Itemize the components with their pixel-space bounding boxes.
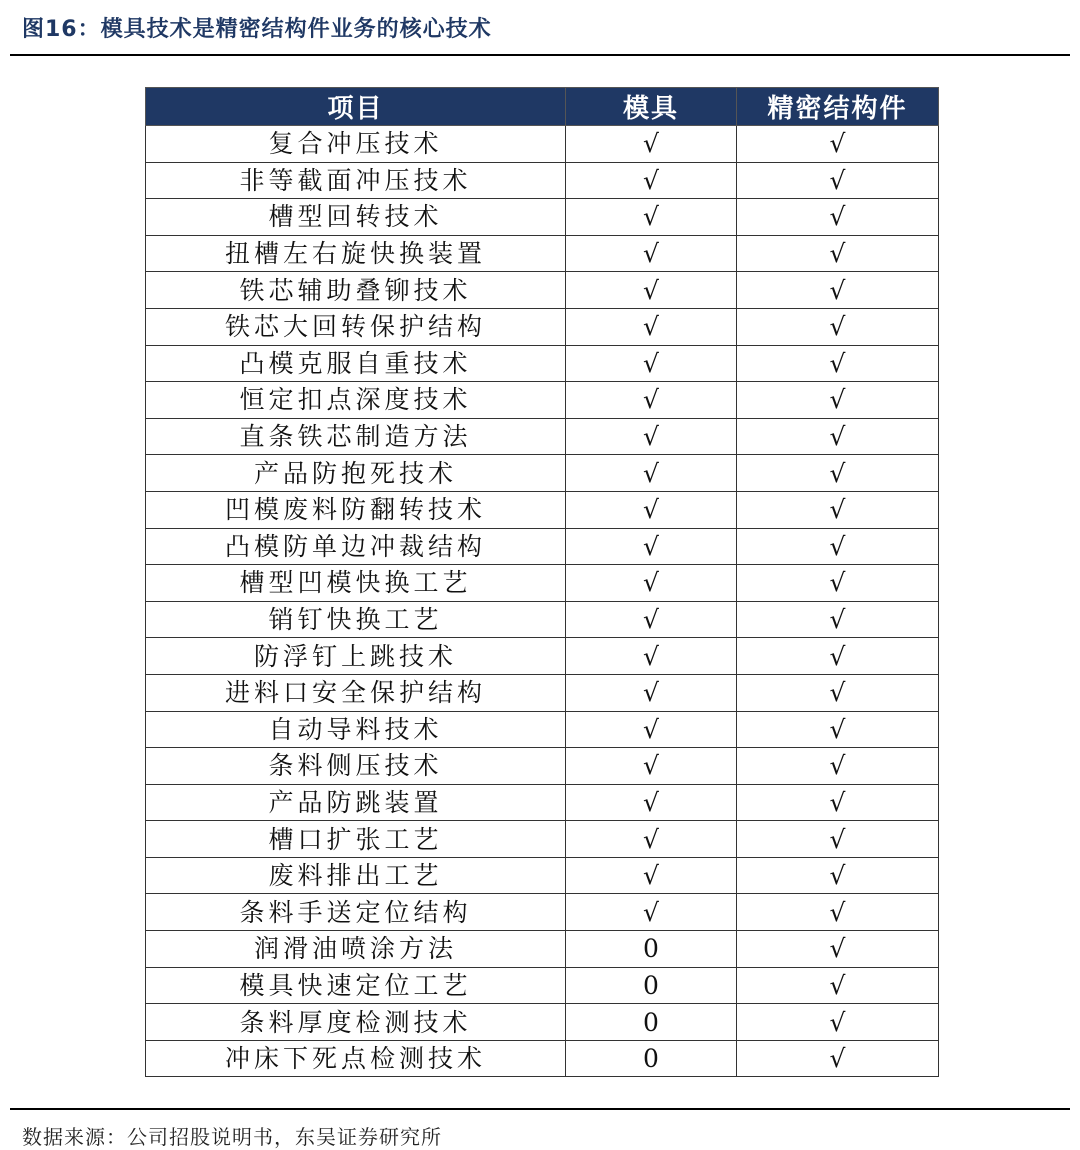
row-precision-parts-cell: √: [737, 308, 939, 345]
top-divider: [10, 54, 1070, 56]
row-item-cell: 恒定扣点深度技术: [146, 382, 566, 419]
row-mold-cell: √: [566, 748, 737, 785]
row-item-cell: 自动导料技术: [146, 711, 566, 748]
table-row: [146, 748, 939, 785]
row-precision-parts-cell: √: [737, 126, 939, 163]
row-item-cell: 冲床下死点检测技术: [146, 1040, 566, 1077]
table-row: [146, 711, 939, 748]
row-precision-parts-cell: √: [737, 345, 939, 382]
data-source-note: 数据来源：公司招股说明书，东吴证券研究所: [22, 1125, 442, 1149]
row-mold-cell: √: [566, 565, 737, 602]
row-precision-parts-cell: √: [737, 638, 939, 675]
table-row: [146, 308, 939, 345]
table-row: [146, 199, 939, 236]
row-mold-cell: √: [566, 894, 737, 931]
table-row: [146, 894, 939, 931]
row-precision-parts-cell: √: [737, 1004, 939, 1041]
table-row: [146, 638, 939, 675]
row-item-cell: 复合冲压技术: [146, 126, 566, 163]
row-item-cell: 销钉快换工艺: [146, 601, 566, 638]
bottom-divider: [10, 1108, 1070, 1110]
row-item-cell: 直条铁芯制造方法: [146, 418, 566, 455]
table-row: [146, 1040, 939, 1077]
row-mold-cell: √: [566, 382, 737, 419]
table-row: [146, 272, 939, 309]
technology-table: [145, 87, 939, 1077]
row-item-cell: 条料侧压技术: [146, 748, 566, 785]
row-precision-parts-cell: √: [737, 748, 939, 785]
row-precision-parts-cell: √: [737, 382, 939, 419]
table-row: [146, 528, 939, 565]
row-mold-cell: √: [566, 199, 737, 236]
row-precision-parts-cell: √: [737, 857, 939, 894]
row-mold-cell: √: [566, 674, 737, 711]
row-item-cell: 槽口扩张工艺: [146, 821, 566, 858]
table-row: [146, 162, 939, 199]
row-precision-parts-cell: √: [737, 931, 939, 968]
row-mold-cell: 0: [566, 1004, 737, 1041]
row-precision-parts-cell: √: [737, 894, 939, 931]
table-row: [146, 418, 939, 455]
figure-title: 图16：模具技术是精密结构件业务的核心技术: [22, 17, 492, 42]
table-row: [146, 126, 939, 163]
row-precision-parts-cell: √: [737, 272, 939, 309]
row-precision-parts-cell: √: [737, 967, 939, 1004]
row-item-cell: 防浮钉上跳技术: [146, 638, 566, 675]
row-mold-cell: √: [566, 711, 737, 748]
row-mold-cell: 0: [566, 931, 737, 968]
table-row: [146, 382, 939, 419]
row-precision-parts-cell: √: [737, 455, 939, 492]
row-item-cell: 铁芯辅助叠铆技术: [146, 272, 566, 309]
row-mold-cell: √: [566, 345, 737, 382]
row-precision-parts-cell: √: [737, 491, 939, 528]
row-precision-parts-cell: √: [737, 199, 939, 236]
header-precision-parts: 精密结构件: [737, 88, 939, 126]
row-item-cell: 凸模防单边冲裁结构: [146, 528, 566, 565]
table-row: [146, 1004, 939, 1041]
row-item-cell: 条料手送定位结构: [146, 894, 566, 931]
table-row: [146, 235, 939, 272]
row-precision-parts-cell: √: [737, 784, 939, 821]
row-item-cell: 扭槽左右旋快换装置: [146, 235, 566, 272]
table-row: [146, 967, 939, 1004]
row-precision-parts-cell: √: [737, 235, 939, 272]
table-row: [146, 345, 939, 382]
table-row: [146, 784, 939, 821]
row-mold-cell: √: [566, 235, 737, 272]
table-row: [146, 455, 939, 492]
row-item-cell: 润滑油喷涂方法: [146, 931, 566, 968]
row-mold-cell: √: [566, 491, 737, 528]
row-mold-cell: √: [566, 308, 737, 345]
row-item-cell: 槽型凹模快换工艺: [146, 565, 566, 602]
row-mold-cell: 0: [566, 1040, 737, 1077]
header-item: 项目: [146, 88, 566, 126]
row-mold-cell: √: [566, 162, 737, 199]
table-row: [146, 931, 939, 968]
row-mold-cell: 0: [566, 967, 737, 1004]
row-precision-parts-cell: √: [737, 711, 939, 748]
row-precision-parts-cell: √: [737, 821, 939, 858]
row-mold-cell: √: [566, 272, 737, 309]
row-mold-cell: √: [566, 857, 737, 894]
row-precision-parts-cell: √: [737, 528, 939, 565]
row-precision-parts-cell: √: [737, 162, 939, 199]
row-item-cell: 槽型回转技术: [146, 199, 566, 236]
table-row: [146, 674, 939, 711]
row-item-cell: 凸模克服自重技术: [146, 345, 566, 382]
table-row: [146, 491, 939, 528]
table-row: [146, 565, 939, 602]
row-item-cell: 铁芯大回转保护结构: [146, 308, 566, 345]
table-row: [146, 601, 939, 638]
row-item-cell: 产品防抱死技术: [146, 455, 566, 492]
table-header-row: [146, 88, 939, 126]
row-mold-cell: √: [566, 638, 737, 675]
header-mold: 模具: [566, 88, 737, 126]
table-row: [146, 857, 939, 894]
row-item-cell: 非等截面冲压技术: [146, 162, 566, 199]
row-mold-cell: √: [566, 821, 737, 858]
row-item-cell: 条料厚度检测技术: [146, 1004, 566, 1041]
row-mold-cell: √: [566, 784, 737, 821]
row-item-cell: 产品防跳装置: [146, 784, 566, 821]
row-precision-parts-cell: √: [737, 1040, 939, 1077]
row-item-cell: 废料排出工艺: [146, 857, 566, 894]
row-precision-parts-cell: √: [737, 565, 939, 602]
row-mold-cell: √: [566, 601, 737, 638]
row-item-cell: 进料口安全保护结构: [146, 674, 566, 711]
row-precision-parts-cell: √: [737, 674, 939, 711]
row-mold-cell: √: [566, 528, 737, 565]
row-item-cell: 模具快速定位工艺: [146, 967, 566, 1004]
row-mold-cell: √: [566, 455, 737, 492]
row-item-cell: 凹模废料防翻转技术: [146, 491, 566, 528]
row-mold-cell: √: [566, 418, 737, 455]
row-precision-parts-cell: √: [737, 418, 939, 455]
table-row: [146, 821, 939, 858]
row-precision-parts-cell: √: [737, 601, 939, 638]
row-mold-cell: √: [566, 126, 737, 163]
